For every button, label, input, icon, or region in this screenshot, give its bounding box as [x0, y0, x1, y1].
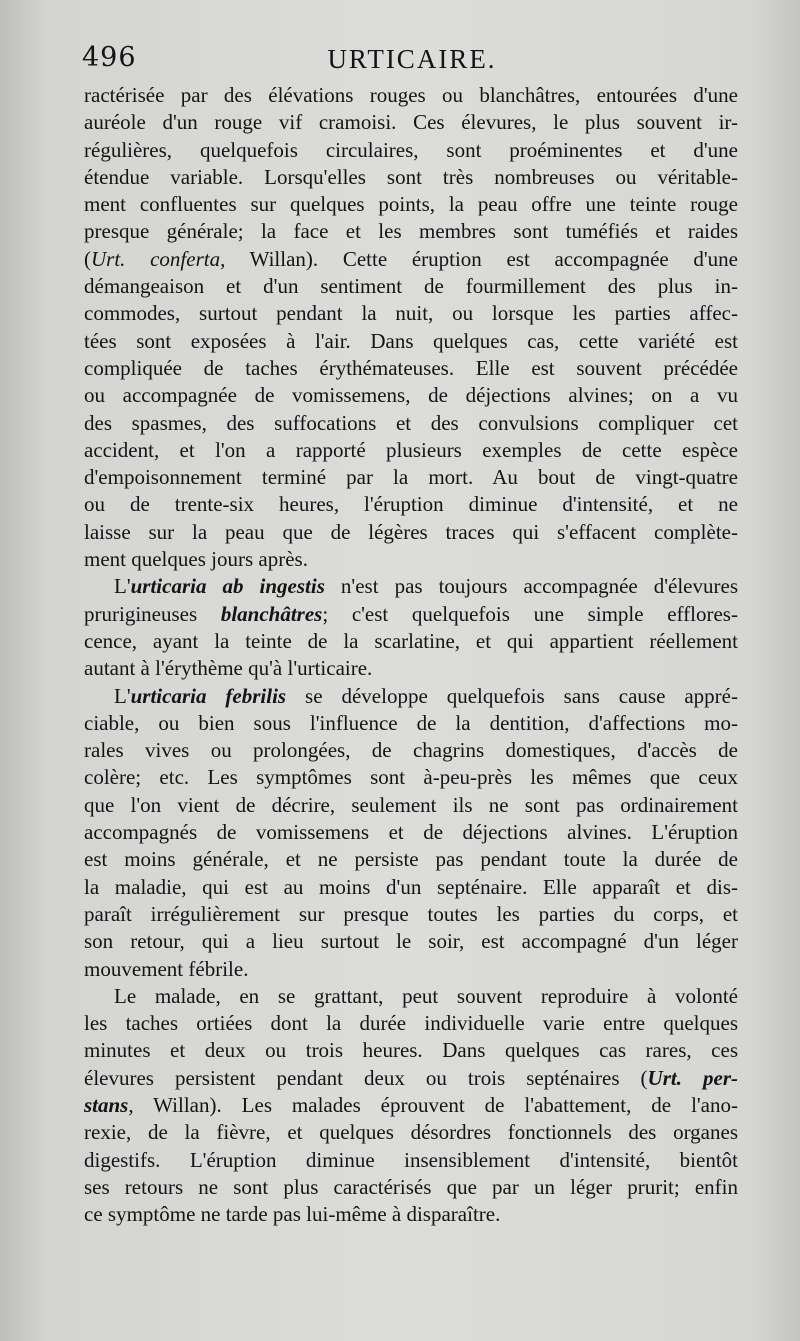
text-line: rales vives ou prolongées, de chagrins domestiques, d'accès de: [84, 738, 738, 763]
text-run: L': [114, 683, 131, 708]
text-line: paraît irrégulièrement sur presque toutes les parties du corps, et: [84, 901, 738, 926]
text-line: son retour, qui a lieu surtout le soir, est accompagné d'un léger: [84, 929, 738, 954]
text-line: [84, 1065, 738, 1092]
text-line: rexie, de la fièvre, et quelques désordres fonctionnels des organes: [84, 1120, 738, 1145]
text-run: , Willan). Les malades éprouvent de l'abattement, de l'ano-: [128, 1092, 738, 1117]
text-line: ment quelques jours après.: [84, 547, 308, 572]
text-run: ; c'est quelquefois une simple efflores-: [322, 601, 738, 626]
text-line: ment confluentes sur quelques points, la peau offre une teinte rouge: [84, 192, 738, 217]
page-number: 496: [82, 42, 137, 73]
text-line: d'empoisonnement terminé par la mort. Au bout de vingt-quatre: [84, 465, 738, 490]
text-run: L': [114, 574, 131, 599]
text-run: n'est pas toujours accompagnée d'élevures: [324, 574, 738, 599]
text-line: [84, 573, 738, 600]
text-line: cence, ayant la teinte de la scarlatine, et qui appartient réellement: [84, 628, 738, 653]
text-line: les taches ortiées dont la durée individuelle varie entre quelques: [84, 1011, 738, 1036]
text-line: colère; etc. Les symptômes sont à-peu-près les mêmes que ceux: [84, 765, 738, 790]
text-line: la maladie, qui est au moins d'un septénaire. Elle apparaît et dis-: [84, 874, 738, 899]
text-line: commodes, surtout pendant la nuit, ou lorsque les parties affec-: [84, 301, 738, 326]
text-line: ce symptôme ne tarde pas lui-même à disparaître.: [84, 1202, 501, 1227]
text-line: ciable, ou bien sous l'influence de la dentition, d'affections mo-: [84, 710, 738, 735]
text-line: ou de trente-six heures, l'éruption diminue d'intensité, et ne: [84, 492, 738, 517]
text-line: compliquée de taches érythémateuses. Elle est souvent précédée: [84, 355, 738, 380]
text-run: , Willan). Cette éruption est accompagnée d'une: [220, 246, 738, 271]
text-line: ractérisée par des élévations rouges ou blanchâtres, entourées d'une: [84, 83, 738, 107]
text-line: auréole d'un rouge vif cramoisi. Ces élevures, le plus souvent ir-: [84, 110, 738, 135]
text-line: [84, 1092, 738, 1119]
text-line: ses retours ne sont plus caractérisés que par un léger prurit; enfin: [84, 1174, 738, 1199]
text-line: étendue variable. Lorsqu'elles sont très nombreuses ou véritable-: [84, 164, 738, 189]
italic-term: Urt. conferta: [91, 246, 221, 271]
text-line: [84, 601, 738, 628]
italic-term: blanchâtres: [220, 601, 323, 626]
text-line: digestifs. L'éruption diminue insensiblement d'intensité, bientôt: [84, 1147, 738, 1172]
text-line: presque générale; la face et les membres sont tuméfiés et raides: [84, 219, 738, 244]
text-run: se développe quelquefois sans cause appré-: [286, 683, 738, 708]
italic-term: urticaria febrilis: [130, 683, 287, 708]
italic-term: urticaria ab ingestis: [130, 574, 325, 599]
text-run: prurigineuses: [84, 601, 221, 626]
text-line: minutes et deux ou trois heures. Dans quelques cas rares, ces: [84, 1038, 738, 1063]
italic-term: Urt. per-: [647, 1065, 738, 1090]
text-line: est moins générale, et ne persiste pas pendant toute la durée de: [84, 847, 738, 872]
text-line: que l'on vient de décrire, seulement ils ne sont pas ordinairement: [84, 792, 738, 817]
text-line: [84, 246, 738, 273]
text-line: ou accompagnée de vomissemens, de déjections alvines; on a vu: [84, 383, 738, 408]
running-title: URTICAIRE.: [327, 44, 497, 74]
text-line: démangeaison et d'un sentiment de fourmillement des plus in-: [84, 274, 738, 299]
text-line: [84, 683, 738, 710]
text-line: des spasmes, des suffocations et des convulsions compliquer cet: [84, 410, 738, 435]
text-line: accident, et l'on a rapporté plusieurs exemples de cette espèce: [84, 437, 738, 462]
text-line: mouvement fébrile.: [84, 956, 249, 981]
text-line: autant à l'érythème qu'à l'urticaire.: [84, 656, 373, 681]
text-line: régulières, quelquefois circulaires, sont proéminentes et d'une: [84, 137, 738, 162]
text-run: (: [84, 246, 91, 271]
body-text: [84, 82, 738, 1228]
text-line: laisse sur la peau que de légères traces qui s'effacent complète-: [84, 519, 738, 544]
text-line: tées sont exposées à l'air. Dans quelques cas, cette variété est: [84, 328, 738, 353]
text-run: élevures persistent pendant deux ou trois septénaires (: [84, 1065, 648, 1090]
page-header: [82, 40, 742, 80]
text-line: Le malade, en se grattant, peut souvent reproduire à volonté: [114, 983, 738, 1008]
text-line: accompagnés de vomissemens et de déjections alvines. L'éruption: [84, 820, 738, 845]
italic-term: stans: [84, 1092, 129, 1117]
